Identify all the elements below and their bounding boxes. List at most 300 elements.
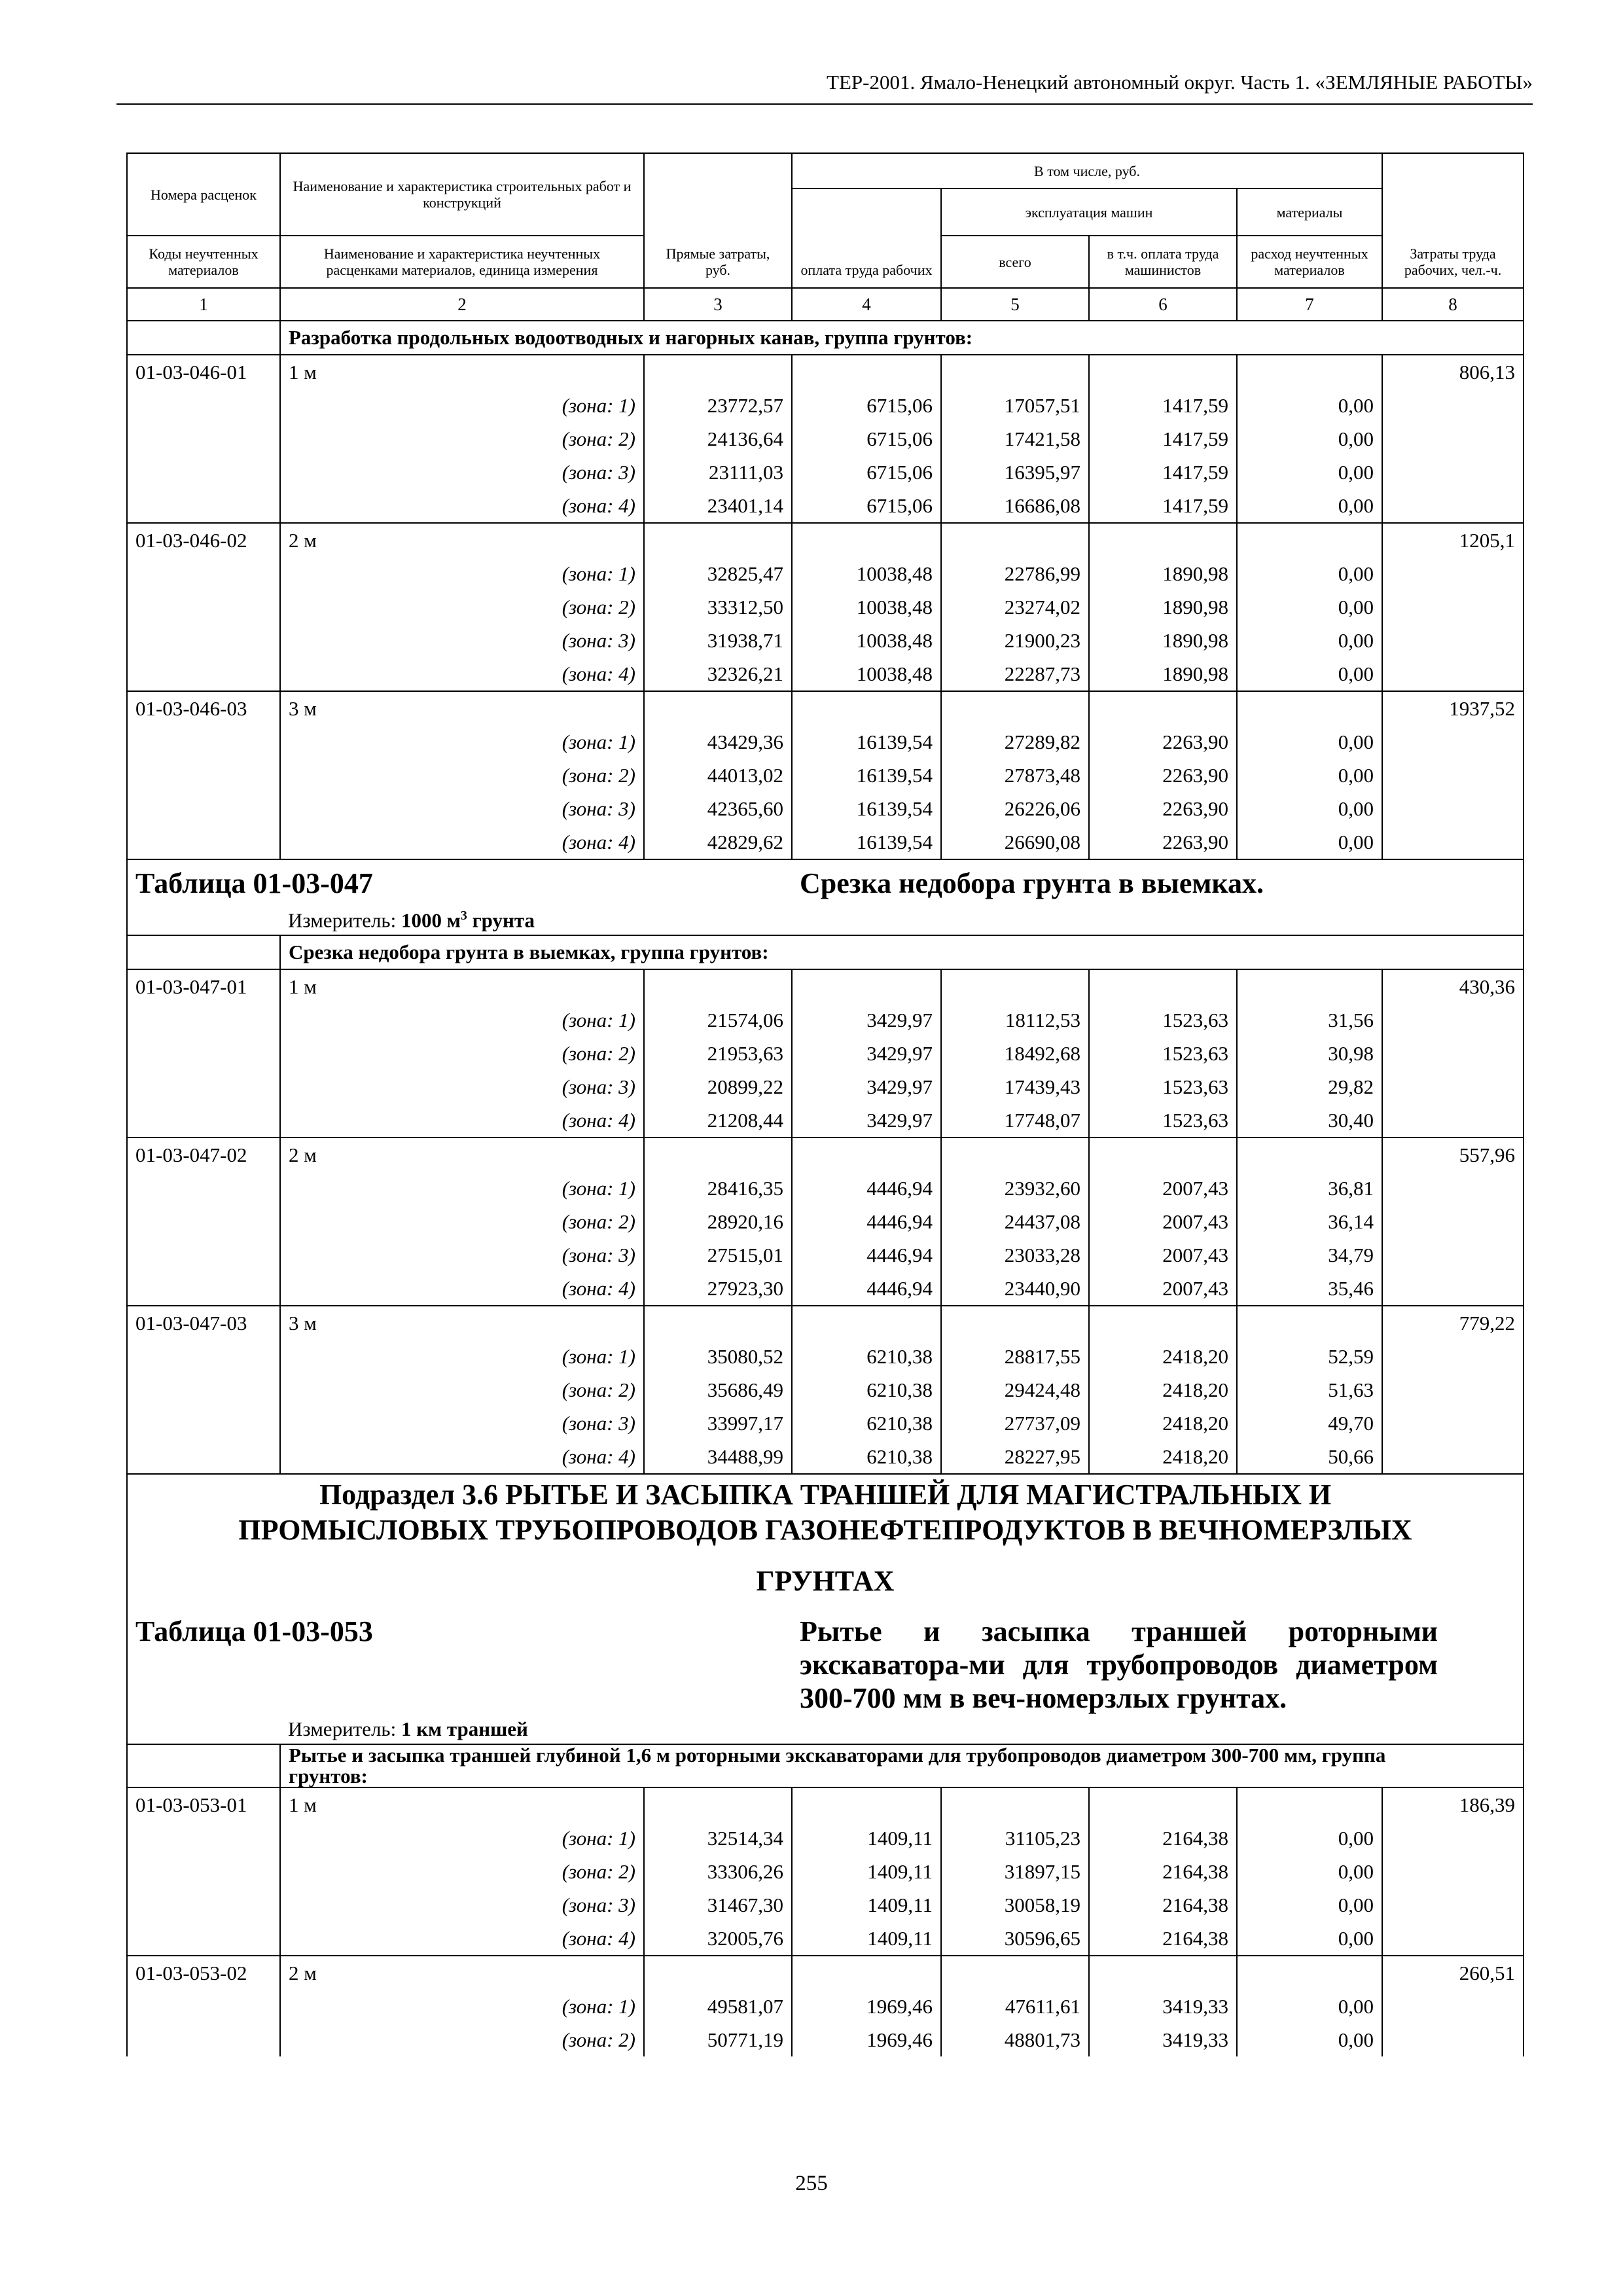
zone-label: (зона: 1) <box>280 725 644 759</box>
machines-total: 18112,53 <box>941 1003 1089 1037</box>
worker-pay: 4446,94 <box>792 1238 941 1272</box>
machinist-pay: 2418,20 <box>1089 1373 1237 1407</box>
materials-cost: 0,00 <box>1237 657 1382 691</box>
worker-pay: 1969,46 <box>792 1990 941 2023</box>
column-number: 7 <box>1237 288 1382 321</box>
machines-total: 31897,15 <box>941 1855 1089 1888</box>
machinist-pay: 1890,98 <box>1089 590 1237 624</box>
machinist-pay: 2007,43 <box>1089 1205 1237 1238</box>
empty-cell <box>127 1003 280 1037</box>
rate-row <box>127 969 1524 1003</box>
machines-total: 47611,61 <box>941 1990 1089 2023</box>
rate-name: 2 м <box>280 1138 644 1172</box>
meter <box>280 906 1524 935</box>
zone-row <box>127 1238 1524 1272</box>
empty-cell <box>1089 1306 1237 1340</box>
worker-pay: 1409,11 <box>792 1821 941 1855</box>
worker-pay: 16139,54 <box>792 725 941 759</box>
section-title-row <box>127 321 1524 355</box>
zone-row <box>127 1340 1524 1373</box>
machinist-pay: 1523,63 <box>1089 1070 1237 1103</box>
empty-cell <box>127 825 280 859</box>
col5-header: всего <box>941 236 1089 288</box>
empty-cell <box>1237 1956 1382 1990</box>
worker-pay: 1409,11 <box>792 1922 941 1956</box>
machines-total: 28227,95 <box>941 1440 1089 1474</box>
zone-label: (зона: 3) <box>280 1407 644 1440</box>
subsection-row <box>127 1474 1524 1599</box>
worker-pay: 10038,48 <box>792 624 941 657</box>
section-spacer <box>127 1744 280 1787</box>
meter-prefix: Измеритель: <box>288 1717 401 1740</box>
materials-cost: 0,00 <box>1237 422 1382 456</box>
zone-label: (зона: 3) <box>280 1888 644 1922</box>
table-title-row <box>127 1599 1524 1715</box>
worker-pay: 1409,11 <box>792 1855 941 1888</box>
machines-total: 18492,68 <box>941 1037 1089 1070</box>
direct-cost: 28920,16 <box>644 1205 792 1238</box>
empty-cell <box>127 389 280 422</box>
empty-cell <box>1382 1037 1524 1070</box>
direct-cost: 21953,63 <box>644 1037 792 1070</box>
rate-name: 3 м <box>280 1306 644 1340</box>
materials-cost: 0,00 <box>1237 1855 1382 1888</box>
empty-cell <box>1382 1373 1524 1407</box>
empty-cell <box>792 1306 941 1340</box>
machinist-pay: 1417,59 <box>1089 456 1237 489</box>
empty-cell <box>1382 557 1524 590</box>
direct-cost: 32825,47 <box>644 557 792 590</box>
empty-cell <box>941 1306 1089 1340</box>
zone-row <box>127 1922 1524 1956</box>
zone-row <box>127 1205 1524 1238</box>
materials-cost: 0,00 <box>1237 624 1382 657</box>
col7-header: расход неучтенных материалов <box>1237 236 1382 288</box>
col2-header-b: Наименование и характеристика неучтенных расценками материалов, единица измерения <box>280 236 644 288</box>
empty-cell <box>127 1373 280 1407</box>
empty-cell <box>127 456 280 489</box>
materials-cost: 35,46 <box>1237 1272 1382 1306</box>
machines-total: 17421,58 <box>941 422 1089 456</box>
column-number: 2 <box>280 288 644 321</box>
empty-cell <box>1089 523 1237 557</box>
col1-header-b: Коды неучтенных материалов <box>127 236 280 288</box>
section-title: Разработка продольных водоотводных и нагорных канав, группа грунтов: <box>280 321 1524 355</box>
column-numbers-row <box>127 288 1524 321</box>
machines-total: 23274,02 <box>941 590 1089 624</box>
zone-row <box>127 590 1524 624</box>
rate-name: 2 м <box>280 1956 644 1990</box>
zone-label: (зона: 1) <box>280 1172 644 1205</box>
direct-cost: 34488,99 <box>644 1440 792 1474</box>
col2-header-a: Наименование и характеристика строительных работ и конструкций <box>280 153 644 236</box>
empty-cell <box>1382 389 1524 422</box>
rates-table-body <box>127 153 1524 2056</box>
worker-pay: 3429,97 <box>792 1070 941 1103</box>
rate-code: 01-03-047-03 <box>127 1306 280 1340</box>
machines-header: эксплуатация машин <box>941 188 1237 236</box>
zone-label: (зона: 2) <box>280 1855 644 1888</box>
machines-total: 17057,51 <box>941 389 1089 422</box>
empty-cell <box>127 1103 280 1138</box>
zone-row <box>127 825 1524 859</box>
machinist-pay: 1523,63 <box>1089 1037 1237 1070</box>
worker-pay: 6210,38 <box>792 1407 941 1440</box>
worker-pay: 4446,94 <box>792 1172 941 1205</box>
empty-cell <box>127 624 280 657</box>
empty-cell <box>1382 1888 1524 1922</box>
direct-cost: 50771,19 <box>644 2023 792 2056</box>
col8-header: Затраты труда рабочих, чел.-ч. <box>1382 153 1524 288</box>
direct-cost: 31938,71 <box>644 624 792 657</box>
empty-cell <box>1382 725 1524 759</box>
direct-cost: 27515,01 <box>644 1238 792 1272</box>
worker-pay: 6715,06 <box>792 456 941 489</box>
labor-cost: 1937,52 <box>1382 691 1524 725</box>
materials-cost: 36,14 <box>1237 1205 1382 1238</box>
machinist-pay: 2164,38 <box>1089 1922 1237 1956</box>
section-title: Рытье и засыпка траншей глубиной 1,6 м роторными экскаваторами для трубопроводов диаметром 300-700 мм, группа грунтов: <box>280 1744 1524 1787</box>
machines-total: 16395,97 <box>941 456 1089 489</box>
materials-cost: 34,79 <box>1237 1238 1382 1272</box>
subsection-heading <box>127 1474 1524 1599</box>
empty-cell <box>1382 456 1524 489</box>
machinist-pay: 3419,33 <box>1089 2023 1237 2056</box>
rate-row <box>127 691 1524 725</box>
subsection-line: Подраздел 3.6 РЫТЬЕ И ЗАСЫПКА ТРАНШЕЙ ДЛЯ МАГИСТРАЛЬНЫХ И <box>319 1479 1332 1511</box>
section-spacer <box>127 321 280 355</box>
materials-cost: 50,66 <box>1237 1440 1382 1474</box>
empty-cell <box>127 725 280 759</box>
machines-total: 24437,08 <box>941 1205 1089 1238</box>
zone-row <box>127 489 1524 523</box>
machines-total: 30596,65 <box>941 1922 1089 1956</box>
machines-total: 16686,08 <box>941 489 1089 523</box>
empty-cell <box>1382 590 1524 624</box>
machinist-pay: 2007,43 <box>1089 1238 1237 1272</box>
worker-pay: 6210,38 <box>792 1440 941 1474</box>
table-label: Таблица 01-03-047 <box>127 859 792 906</box>
running-header: ТЕР-2001. Ямало-Ненецкий автономный округ. Часть 1. «ЗЕМЛЯНЫЕ РАБОТЫ» <box>827 71 1533 94</box>
zone-label: (зона: 2) <box>280 1373 644 1407</box>
empty-cell <box>127 422 280 456</box>
empty-cell <box>1382 489 1524 523</box>
zone-label: (зона: 3) <box>280 1070 644 1103</box>
empty-cell <box>792 355 941 389</box>
direct-cost: 44013,02 <box>644 759 792 792</box>
materials-cost: 0,00 <box>1237 456 1382 489</box>
materials-cost: 29,82 <box>1237 1070 1382 1103</box>
direct-cost: 35686,49 <box>644 1373 792 1407</box>
zone-label: (зона: 4) <box>280 1440 644 1474</box>
direct-cost: 21208,44 <box>644 1103 792 1138</box>
empty-cell <box>1237 523 1382 557</box>
machines-total: 28817,55 <box>941 1340 1089 1373</box>
meter-sup: 3 <box>460 908 467 923</box>
machines-total: 27737,09 <box>941 1407 1089 1440</box>
empty-cell <box>1382 1440 1524 1474</box>
empty-cell <box>127 590 280 624</box>
empty-cell <box>644 1787 792 1821</box>
worker-pay: 1969,46 <box>792 2023 941 2056</box>
materials-header: материалы <box>1237 188 1382 236</box>
machinist-pay: 2263,90 <box>1089 725 1237 759</box>
empty-cell <box>127 1205 280 1238</box>
zone-row <box>127 624 1524 657</box>
zone-row <box>127 1070 1524 1103</box>
direct-cost: 20899,22 <box>644 1070 792 1103</box>
rate-code: 01-03-046-03 <box>127 691 280 725</box>
worker-pay: 6715,06 <box>792 389 941 422</box>
machines-total: 29424,48 <box>941 1373 1089 1407</box>
rate-code: 01-03-053-01 <box>127 1787 280 1821</box>
zone-row <box>127 1373 1524 1407</box>
column-number: 4 <box>792 288 941 321</box>
zone-row <box>127 1855 1524 1888</box>
col1-header-a: Номера расценок <box>127 153 280 236</box>
rate-code: 01-03-047-01 <box>127 969 280 1003</box>
empty-cell <box>127 792 280 825</box>
materials-cost: 36,81 <box>1237 1172 1382 1205</box>
worker-pay: 16139,54 <box>792 792 941 825</box>
zone-label: (зона: 3) <box>280 1238 644 1272</box>
zone-row <box>127 422 1524 456</box>
empty-cell <box>644 691 792 725</box>
zone-row <box>127 1272 1524 1306</box>
zone-row <box>127 759 1524 792</box>
labor-cost: 260,51 <box>1382 1956 1524 1990</box>
zone-row <box>127 1103 1524 1138</box>
empty-cell <box>792 1787 941 1821</box>
rate-code: 01-03-053-02 <box>127 1956 280 1990</box>
worker-pay: 3429,97 <box>792 1103 941 1138</box>
col3-header: Прямые затраты, руб. <box>644 153 792 288</box>
materials-cost: 0,00 <box>1237 725 1382 759</box>
empty-cell <box>1382 1990 1524 2023</box>
empty-cell <box>127 759 280 792</box>
empty-cell <box>127 1440 280 1474</box>
empty-cell <box>941 969 1089 1003</box>
meter-value: 1 км траншей <box>401 1717 528 1740</box>
zone-label: (зона: 1) <box>280 1821 644 1855</box>
empty-cell <box>1382 624 1524 657</box>
direct-cost: 21574,06 <box>644 1003 792 1037</box>
empty-cell <box>1382 1172 1524 1205</box>
materials-cost: 0,00 <box>1237 557 1382 590</box>
labor-cost: 1205,1 <box>1382 523 1524 557</box>
zone-label: (зона: 1) <box>280 1990 644 2023</box>
materials-cost: 30,98 <box>1237 1037 1382 1070</box>
empty-cell <box>127 1037 280 1070</box>
direct-cost: 28416,35 <box>644 1172 792 1205</box>
empty-cell <box>1382 1407 1524 1440</box>
column-number: 3 <box>644 288 792 321</box>
direct-cost: 32514,34 <box>644 1821 792 1855</box>
empty-cell <box>1382 1070 1524 1103</box>
worker-pay: 6715,06 <box>792 422 941 456</box>
materials-cost: 0,00 <box>1237 1888 1382 1922</box>
labor-cost: 186,39 <box>1382 1787 1524 1821</box>
direct-cost: 33312,50 <box>644 590 792 624</box>
section-spacer <box>127 935 280 969</box>
machines-total: 48801,73 <box>941 2023 1089 2056</box>
empty-cell <box>127 1855 280 1888</box>
subsection-line: ГРУНТАХ <box>756 1565 895 1597</box>
materials-cost: 0,00 <box>1237 759 1382 792</box>
zone-row <box>127 456 1524 489</box>
rate-row <box>127 523 1524 557</box>
empty-cell <box>1382 1003 1524 1037</box>
rate-name: 2 м <box>280 523 644 557</box>
direct-cost: 42365,60 <box>644 792 792 825</box>
machinist-pay: 2007,43 <box>1089 1272 1237 1306</box>
empty-cell <box>941 1138 1089 1172</box>
rate-name: 1 м <box>280 1787 644 1821</box>
zone-label: (зона: 2) <box>280 759 644 792</box>
col4-header: оплата труда рабочих <box>792 188 941 288</box>
meter-value: 1000 м <box>401 908 461 932</box>
worker-pay: 6715,06 <box>792 489 941 523</box>
materials-cost: 49,70 <box>1237 1407 1382 1440</box>
zone-label: (зона: 3) <box>280 456 644 489</box>
direct-cost: 27923,30 <box>644 1272 792 1306</box>
direct-cost: 31467,30 <box>644 1888 792 1922</box>
empty-cell <box>644 969 792 1003</box>
empty-cell <box>792 1138 941 1172</box>
col6-header: в т.ч. оплата труда машинистов <box>1089 236 1237 288</box>
empty-cell <box>127 1990 280 2023</box>
machinist-pay: 1523,63 <box>1089 1003 1237 1037</box>
materials-cost: 0,00 <box>1237 1821 1382 1855</box>
empty-cell <box>1382 759 1524 792</box>
empty-cell <box>1382 1272 1524 1306</box>
empty-cell <box>1382 1340 1524 1373</box>
empty-cell <box>941 355 1089 389</box>
machinist-pay: 1890,98 <box>1089 557 1237 590</box>
meter-prefix: Измеритель: <box>288 908 401 932</box>
direct-cost: 49581,07 <box>644 1990 792 2023</box>
worker-pay: 6210,38 <box>792 1373 941 1407</box>
header-rule <box>116 103 1533 105</box>
empty-cell <box>941 523 1089 557</box>
zone-label: (зона: 3) <box>280 624 644 657</box>
zone-row <box>127 657 1524 691</box>
empty-cell <box>1382 657 1524 691</box>
empty-cell <box>1382 2023 1524 2056</box>
machinist-pay: 1417,59 <box>1089 422 1237 456</box>
meter-row <box>127 1715 1524 1744</box>
incl-header: В том числе, руб. <box>792 153 1382 188</box>
empty-cell <box>644 355 792 389</box>
direct-cost: 24136,64 <box>644 422 792 456</box>
empty-cell <box>127 1272 280 1306</box>
machinist-pay: 2263,90 <box>1089 792 1237 825</box>
section-title-row <box>127 1744 1524 1787</box>
zone-row <box>127 1440 1524 1474</box>
machinist-pay: 3419,33 <box>1089 1990 1237 2023</box>
zone-label: (зона: 1) <box>280 389 644 422</box>
zone-label: (зона: 2) <box>280 2023 644 2056</box>
meter-suffix: грунта <box>467 908 535 932</box>
machinist-pay: 1417,59 <box>1089 389 1237 422</box>
materials-cost: 0,00 <box>1237 389 1382 422</box>
materials-cost: 31,56 <box>1237 1003 1382 1037</box>
zone-row <box>127 2023 1524 2056</box>
empty-cell <box>1237 691 1382 725</box>
empty-cell <box>127 1888 280 1922</box>
empty-cell <box>127 1715 280 1744</box>
zone-label: (зона: 3) <box>280 792 644 825</box>
rate-name: 3 м <box>280 691 644 725</box>
labor-cost: 806,13 <box>1382 355 1524 389</box>
materials-cost: 0,00 <box>1237 792 1382 825</box>
machines-total: 31105,23 <box>941 1821 1089 1855</box>
machines-total: 21900,23 <box>941 624 1089 657</box>
zone-label: (зона: 1) <box>280 557 644 590</box>
worker-pay: 16139,54 <box>792 759 941 792</box>
machinist-pay: 2263,90 <box>1089 825 1237 859</box>
machines-total: 23440,90 <box>941 1272 1089 1306</box>
empty-cell <box>127 1340 280 1373</box>
subsection-line: ПРОМЫСЛОВЫХ ТРУБОПРОВОДОВ ГАЗОНЕФТЕПРОДУКТОВ В ВЕЧНОМЕРЗЛЫХ <box>238 1514 1412 1546</box>
machinist-pay: 2164,38 <box>1089 1821 1237 1855</box>
materials-cost: 0,00 <box>1237 1990 1382 2023</box>
zone-label: (зона: 4) <box>280 825 644 859</box>
machines-total: 26690,08 <box>941 825 1089 859</box>
empty-cell <box>792 969 941 1003</box>
zone-label: (зона: 2) <box>280 1037 644 1070</box>
rate-row <box>127 1787 1524 1821</box>
empty-cell <box>1237 355 1382 389</box>
worker-pay: 3429,97 <box>792 1037 941 1070</box>
table-label: Таблица 01-03-053 <box>127 1599 792 1715</box>
zone-label: (зона: 4) <box>280 1922 644 1956</box>
rate-row <box>127 355 1524 389</box>
machinist-pay: 1890,98 <box>1089 624 1237 657</box>
empty-cell <box>1237 1787 1382 1821</box>
machines-total: 26226,06 <box>941 792 1089 825</box>
labor-cost: 430,36 <box>1382 969 1524 1003</box>
rates-sheet <box>126 152 1523 2056</box>
zone-label: (зона: 2) <box>280 590 644 624</box>
zone-row <box>127 389 1524 422</box>
machines-total: 30058,19 <box>941 1888 1089 1922</box>
machinist-pay: 2007,43 <box>1089 1172 1237 1205</box>
zone-row <box>127 1990 1524 2023</box>
zone-label: (зона: 2) <box>280 422 644 456</box>
machinist-pay: 2263,90 <box>1089 759 1237 792</box>
empty-cell <box>1382 1922 1524 1956</box>
table-title: Срезка недобора грунта в выемках. <box>792 859 1524 906</box>
labor-cost: 557,96 <box>1382 1138 1524 1172</box>
materials-cost: 51,63 <box>1237 1373 1382 1407</box>
column-number: 6 <box>1089 288 1237 321</box>
zone-label: (зона: 4) <box>280 657 644 691</box>
meter-row <box>127 906 1524 935</box>
empty-cell <box>1089 969 1237 1003</box>
machines-total: 22786,99 <box>941 557 1089 590</box>
empty-cell <box>1237 1306 1382 1340</box>
worker-pay: 4446,94 <box>792 1272 941 1306</box>
direct-cost: 42829,62 <box>644 825 792 859</box>
worker-pay: 16139,54 <box>792 825 941 859</box>
worker-pay: 10038,48 <box>792 590 941 624</box>
machinist-pay: 2164,38 <box>1089 1888 1237 1922</box>
empty-cell <box>1382 1238 1524 1272</box>
empty-cell <box>127 657 280 691</box>
empty-cell <box>1382 1205 1524 1238</box>
empty-cell <box>127 2023 280 2056</box>
